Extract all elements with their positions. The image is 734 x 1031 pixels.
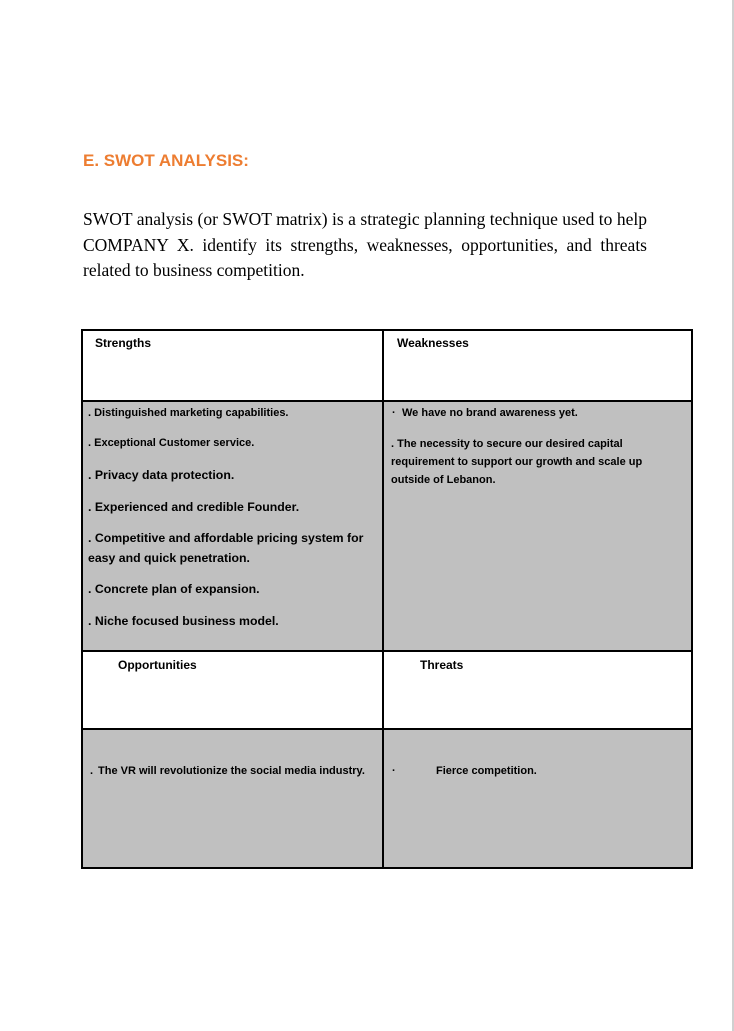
strength-item: . Competitive and affordable pricing system for easy and quick penetration.	[88, 531, 364, 565]
opportunities-body	[83, 730, 382, 867]
weakness-item: We have no brand awareness yet.	[402, 407, 578, 419]
column-divider	[382, 331, 384, 867]
intro-paragraph: SWOT analysis (or SWOT matrix) is a strategic planning technique used to help COMPANY X. identify its strengths, weaknesses, opportunities, and threats related to business competition.	[83, 209, 647, 280]
opportunity-item: The VR will revolutionize the social media industry.	[98, 765, 365, 777]
row-divider	[83, 728, 691, 730]
strength-item: . Exceptional Customer service.	[88, 437, 255, 449]
threats-header: Threats	[420, 658, 464, 672]
strengths-header: Strengths	[95, 336, 152, 350]
weakness-bullet: ·	[392, 407, 396, 419]
threats-body	[384, 730, 691, 867]
opportunity-bullet: .	[90, 765, 94, 777]
row-divider	[83, 400, 691, 402]
strength-item: . Privacy data protection.	[88, 468, 235, 482]
section-heading: E. SWOT ANALYSIS:	[83, 151, 249, 170]
row-divider	[83, 650, 691, 652]
strength-item: . Niche focused business model.	[88, 614, 279, 628]
strength-item: . Experienced and credible Founder.	[88, 500, 300, 514]
weakness-item: . The necessity to secure our desired capital requirement to support our growth and scale up outside of Lebanon.	[391, 438, 643, 486]
strength-item: . Distinguished marketing capabilities.	[88, 407, 289, 419]
opportunities-header: Opportunities	[118, 658, 197, 672]
threat-item: Fierce competition.	[436, 765, 537, 777]
strength-item: . Concrete plan of expansion.	[88, 582, 260, 596]
weaknesses-header: Weaknesses	[397, 336, 469, 350]
swot-table	[81, 329, 693, 869]
threat-bullet: ·	[392, 765, 396, 777]
